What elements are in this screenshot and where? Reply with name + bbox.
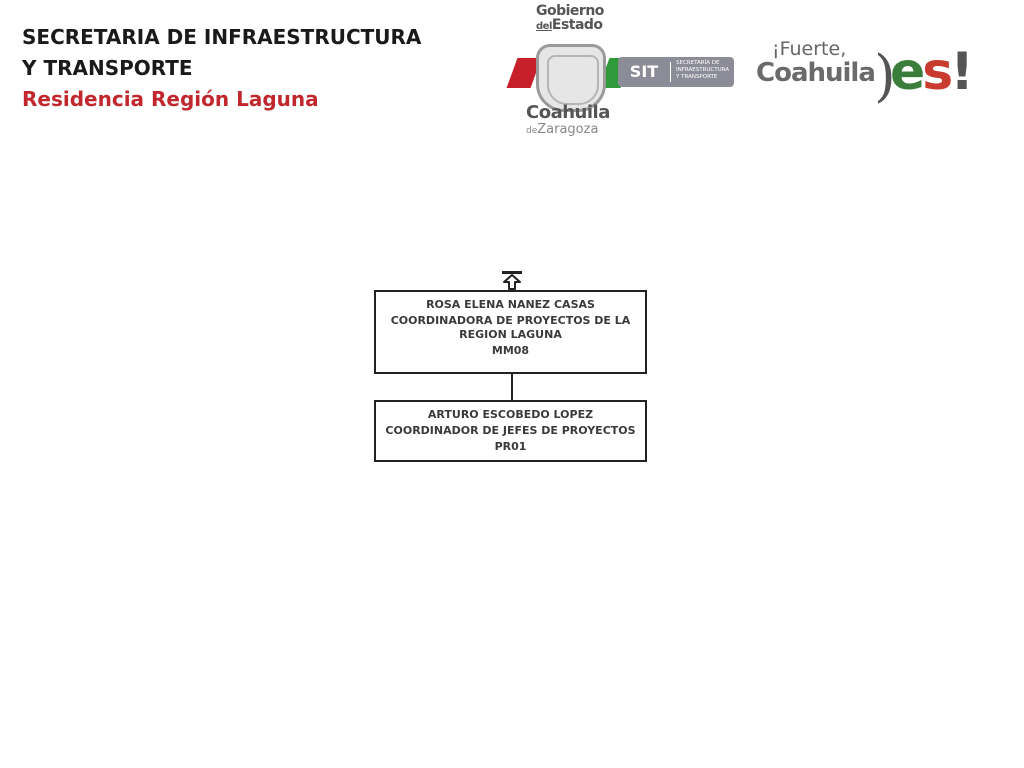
node-code: MM08 [491,344,530,357]
node-role: COORDINADORA DE PROYECTOS DE LA REGION LAGUNA [390,314,631,341]
org-node-coordinador [374,400,647,462]
sit-full-name: SECRETARÍA DE INFRAESTRUCTURA Y TRANSPORTE [676,60,730,80]
up-arrow-icon[interactable] [500,269,524,291]
coahuila-wordmark: Coahuila [526,102,610,123]
fuerte-slogan-top: ¡Fuerte, [772,38,847,60]
gobierno-coahuila-logo [512,4,622,140]
page-title [22,22,421,115]
org-connector-line [511,374,513,400]
node-name: ARTURO ESCOBEDO LOPEZ [427,408,594,421]
sit-abbr: SIT [629,62,659,81]
gobierno-logo-text: Gobierno delEstado [536,3,604,33]
sit-logo [618,57,734,87]
node-code: PR01 [494,440,527,453]
node-role: COORDINADOR DE JEFES DE PROYECTOS [385,424,636,437]
sit-divider [670,62,671,82]
subtitle-region: Residencia Región Laguna [22,87,319,111]
fuerte-paren-decoration: ) [874,44,896,109]
fuerte-coahuila-logo [756,38,986,112]
title-line-2: Y TRANSPORTE [22,56,193,80]
fuerte-es-wordmark: es! [890,42,971,102]
fuerte-slogan-main: Coahuila [756,58,875,88]
title-line-1: SECRETARIA DE INFRAESTRUCTURA [22,25,422,49]
node-name: ROSA ELENA NANEZ CASAS [426,298,595,311]
org-node-coordinadora [374,290,647,374]
zaragoza-wordmark: deZaragoza [526,122,599,137]
